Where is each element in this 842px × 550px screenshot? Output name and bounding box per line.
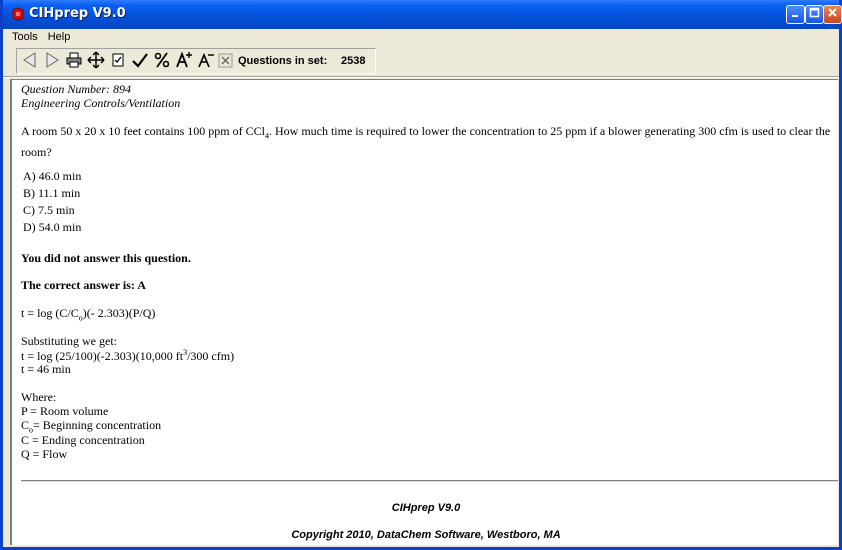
check-answer-button[interactable]: [130, 51, 150, 71]
definition-p: P = Room volume: [21, 404, 109, 418]
subst-part-a: t = log (25/100)(-2.303)(10,000 ft: [21, 349, 184, 363]
footer-copyright: Copyright 2010, DataChem Software, Westboro, MA: [291, 529, 561, 541]
subst-part-b: /300 cfm): [187, 349, 235, 363]
menu-bar: [3, 29, 839, 46]
question-text-end: . How much time is required to lower the concentration to 25 ppm if a blower generating 300 cfm is used to clear the room?: [21, 124, 831, 160]
question-panel: [10, 79, 838, 545]
definition-co: [21, 418, 161, 434]
maximize-button[interactable]: [805, 5, 824, 24]
checklist-icon: [109, 51, 127, 69]
formula-part-sub: o: [78, 313, 83, 323]
subst-superscript: 3: [183, 348, 188, 357]
def-co-sub: o: [29, 425, 34, 435]
definition-c: C = Ending concentration: [21, 433, 145, 447]
footer-app-name: CIHprep V9.0: [391, 502, 461, 514]
forward-icon: [43, 51, 61, 69]
questions-in-set-count: 2538: [341, 55, 366, 67]
check-icon: [131, 51, 149, 69]
question-number: Question Number: 894: [21, 82, 131, 96]
def-co-b: = Beginning concentration: [33, 418, 162, 432]
font-decrease-button[interactable]: [196, 51, 216, 71]
formula-part-a: t = log (C/C: [21, 306, 79, 320]
question-text-start: A room 50 x 20 x 10 feet contains 100 ppm of CCl: [21, 124, 265, 138]
close-icon: [217, 51, 235, 69]
move-icon: [87, 51, 105, 69]
font-decrease-icon: [197, 51, 215, 69]
move-button[interactable]: [86, 51, 106, 71]
close-x-icon: [827, 7, 838, 18]
back-button[interactable]: [20, 51, 40, 71]
substitution-line-2: t = 46 min: [21, 362, 71, 376]
question-text: [21, 123, 831, 160]
menu-tools[interactable]: Tools: [12, 31, 38, 43]
not-answered-notice: You did not answer this question.: [21, 251, 191, 265]
formula-subscript: 4: [264, 131, 269, 141]
substitution-header: Substituting we get:: [21, 334, 117, 348]
print-button[interactable]: [64, 51, 84, 71]
choice-c[interactable]: C) 7.5 min: [23, 203, 75, 217]
close-question-button[interactable]: [216, 51, 236, 71]
solution-formula: [21, 306, 155, 322]
minimize-icon: [790, 7, 801, 18]
footer-divider: [21, 480, 838, 482]
minimize-button[interactable]: [786, 5, 805, 24]
close-window-button[interactable]: [823, 5, 842, 24]
menu-help[interactable]: Help: [47, 31, 71, 43]
back-icon: [21, 51, 39, 69]
formula-part-b: )(- 2.303)(P/Q): [82, 306, 156, 320]
def-co-a: C: [21, 418, 30, 432]
checklist-button[interactable]: [108, 51, 128, 71]
choice-a[interactable]: A) 46.0 min: [23, 169, 82, 183]
app-logo-icon: [11, 7, 25, 21]
where-header: Where:: [21, 390, 57, 404]
font-increase-icon: [175, 51, 193, 69]
question-category: Engineering Controls/Ventilation: [21, 96, 181, 110]
font-increase-button[interactable]: [174, 51, 194, 71]
choice-d[interactable]: D) 54.0 min: [23, 220, 82, 234]
print-icon: [65, 51, 83, 69]
questions-in-set-label: Questions in set:: [238, 55, 328, 67]
correct-answer-notice: The correct answer is: A: [21, 278, 146, 292]
choice-b[interactable]: B) 11.1 min: [23, 186, 81, 200]
toolbar: [16, 48, 376, 74]
window-title: CIHprep V9.0: [29, 6, 126, 21]
percent-button[interactable]: [152, 51, 172, 71]
forward-button[interactable]: [42, 51, 62, 71]
title-bar[interactable]: [3, 0, 839, 29]
maximize-icon: [809, 7, 820, 18]
percent-icon: [153, 51, 171, 69]
definition-q: Q = Flow: [21, 447, 68, 461]
toolbar-divider: [3, 76, 839, 78]
